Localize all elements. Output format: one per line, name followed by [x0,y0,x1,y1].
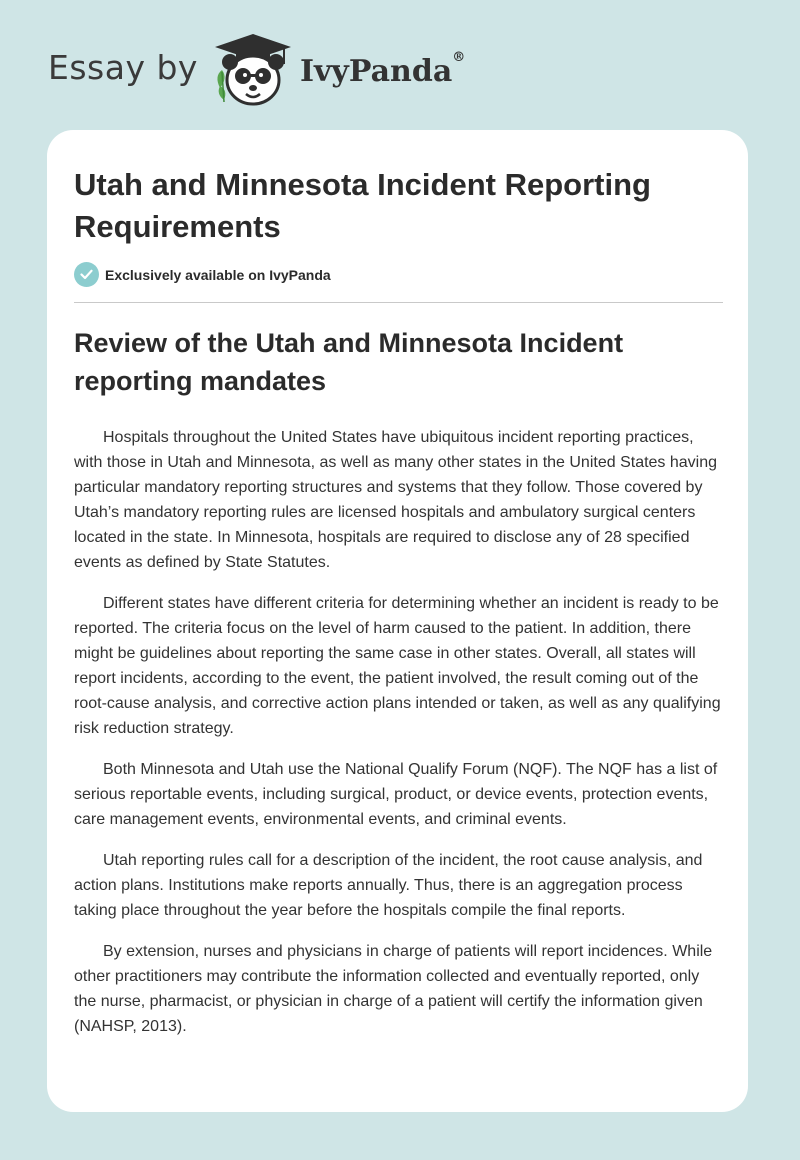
essay-body [74,425,724,1055]
paragraph: Different states have different criteria for determining whether an incident is ready to be reported. The criteria focus on the level of harm caused to the patient. In addition, there might be guidelines about reporting the same case in other states. Overall, all states will report incidents, according to the event, the patient involved, the result coming out of the root-cause analysis, and corrective action plans intended or taken, as well as any qualifying risk reduction strategy. [74,595,721,737]
divider [74,302,723,303]
exclusive-label: Exclusively available on IvyPanda [105,266,331,283]
paragraph: Both Minnesota and Utah use the National Qualify Forum (NQF). The NQF has a list of serious reportable events, including surgical, product, or device events, protection events, care management events, environmental events, and criminal events. [74,761,718,828]
essay-by-label: Essay by [48,47,198,87]
paragraph: Utah reporting rules call for a description of the incident, the root cause analysis, and action plans. Institutions make reports annually. Thus, there is an aggregation process taking place throughout the year before the hospitals compile the final reports. [74,852,703,919]
essay-title: Utah and Minnesota Incident Reporting Requirements [74,167,651,244]
check-circle-icon [74,262,99,287]
brand-name-text: IvyPanda [299,53,453,89]
site-header [48,30,548,110]
exclusive-badge [74,262,331,287]
section-heading: Review of the Utah and Minnesota Incident reporting mandates [74,328,624,396]
panda-graduate-logo-icon[interactable] [212,30,294,110]
registered-mark: ® [452,49,466,65]
paragraph: By extension, nurses and physicians in charge of patients will report incidences. While other practitioners may contribute the information collected and eventually reported, only the nurse, pharmacist, or physician in charge of a patient will certify the information given (NAHSP, 2013). [74,943,713,1035]
brand-name[interactable] [299,49,466,89]
paragraph: Hospitals throughout the United States have ubiquitous incident reporting practices, with those in Utah and Minnesota, as well as many other states in the United States having particular mandatory reporting structures and systems that they follow. Those covered by Utah’s mandatory reporting rules are licensed hospitals and ambulatory surgical centers located in the state. In Minnesota, hospitals are required to disclose any of 28 specified events as defined by State Statutes. [74,429,718,571]
essay-card [47,130,748,1112]
